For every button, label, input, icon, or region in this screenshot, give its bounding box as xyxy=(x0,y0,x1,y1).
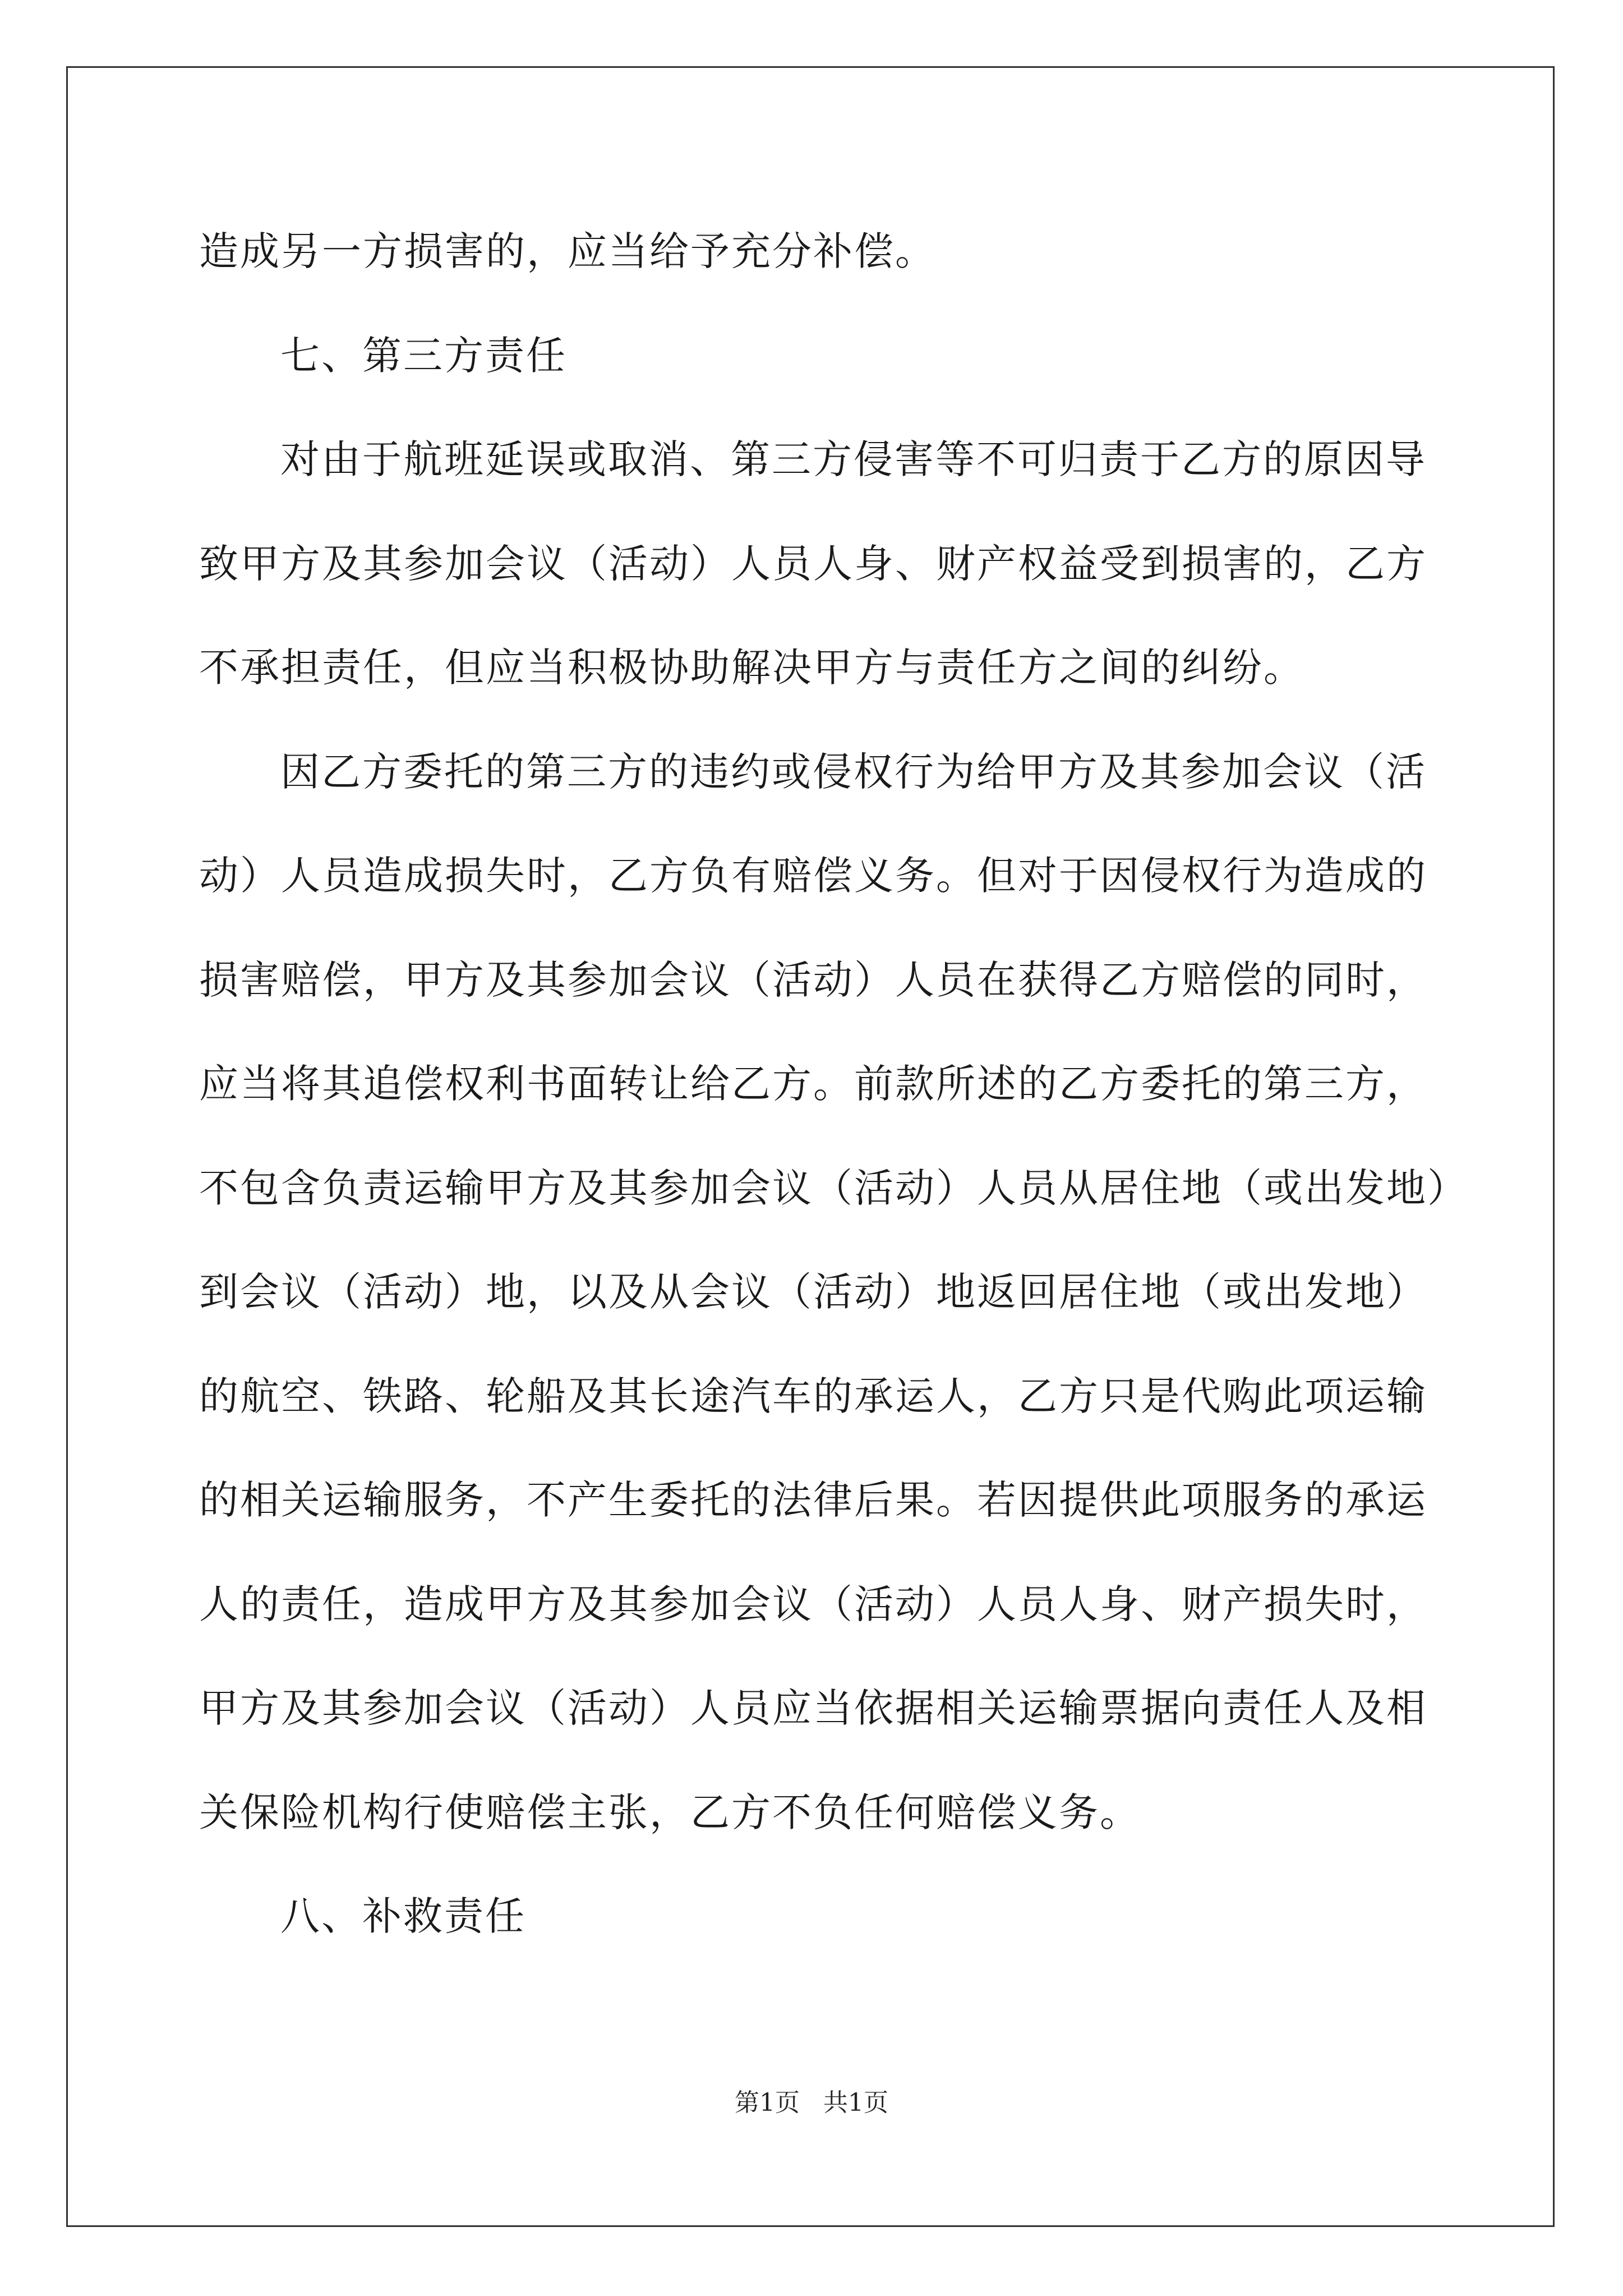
paragraph-line: 损害赔偿，甲方及其参加会议（活动）人员在获得乙方赔偿的同时， xyxy=(199,957,1427,1003)
paragraph-line: 的航空、铁路、轮船及其长途汽车的承运人，乙方只是代购此项运输 xyxy=(199,1373,1427,1419)
paragraph-line: 人的责任，造成甲方及其参加会议（活动）人员人身、财产损失时， xyxy=(199,1581,1427,1627)
paragraph-line: 因乙方委托的第三方的违约或侵权行为给甲方及其参加会议（活 xyxy=(280,749,1427,795)
paragraph-line: 甲方及其参加会议（活动）人员应当依据相关运输票据向责任人及相 xyxy=(199,1685,1427,1731)
page-footer: 第1页 共1页 xyxy=(735,2088,888,2117)
paragraph-line: 应当将其追偿权利书面转让给乙方。前款所述的乙方委托的第三方， xyxy=(199,1061,1427,1107)
paragraph-line: 关保险机构行使赔偿主张，乙方不负任何赔偿义务。 xyxy=(199,1789,1141,1835)
paragraph-line: 不包含负责运输甲方及其参加会议（活动）人员从居住地（或出发地） xyxy=(199,1165,1468,1211)
paragraph-line: 的相关运输服务，不产生委托的法律后果。若因提供此项服务的承运 xyxy=(199,1477,1427,1523)
section-heading-third-party: 七、第三方责任 xyxy=(280,333,567,379)
section-heading-remedy: 八、补救责任 xyxy=(280,1893,526,1939)
paragraph-line: 动）人员造成损失时，乙方负有赔偿义务。但对于因侵权行为造成的 xyxy=(199,853,1427,899)
paragraph-line: 不承担责任，但应当积极协助解决甲方与责任方之间的纠纷。 xyxy=(199,645,1304,691)
paragraph-line: 对由于航班延误或取消、第三方侵害等不可归责于乙方的原因导 xyxy=(280,436,1427,482)
paragraph-line: 造成另一方损害的，应当给予充分补偿。 xyxy=(199,228,936,274)
paragraph-line: 致甲方及其参加会议（活动）人员人身、财产权益受到损害的，乙方 xyxy=(199,541,1427,587)
paragraph-line: 到会议（活动）地，以及从会议（活动）地返回居住地（或出发地） xyxy=(199,1269,1427,1315)
